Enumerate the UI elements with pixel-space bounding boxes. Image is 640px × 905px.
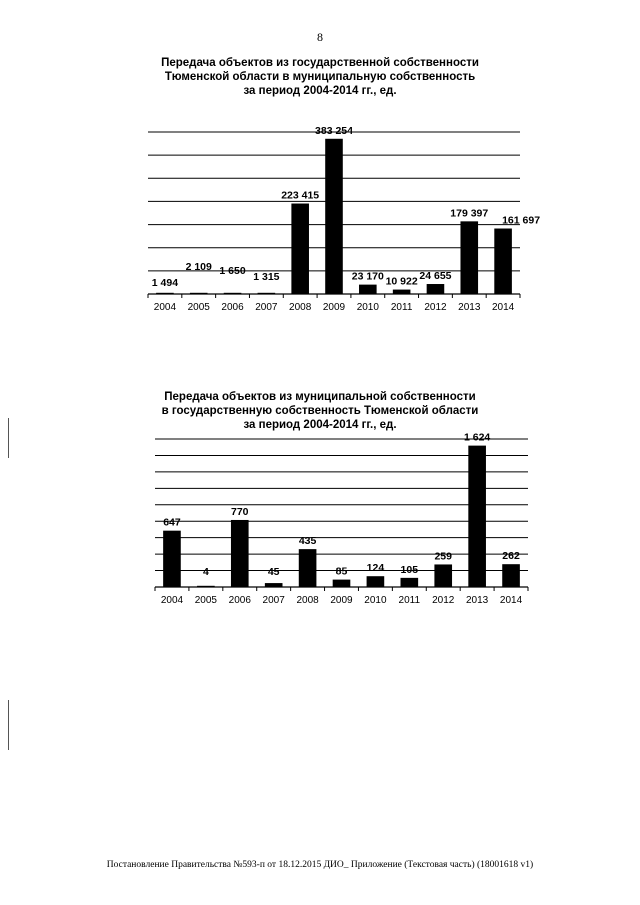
data-label-2013: 1 624 bbox=[463, 431, 491, 444]
bar-2013 bbox=[460, 221, 478, 294]
x-tick-label-2010: 2010 bbox=[356, 302, 379, 313]
bar-2004 bbox=[163, 531, 181, 587]
x-tick-label-2004: 2004 bbox=[153, 302, 177, 313]
data-label-2010: 124 bbox=[366, 562, 385, 575]
bar-2013 bbox=[468, 446, 486, 587]
bar-2012 bbox=[427, 284, 445, 294]
data-label-2007: 45 bbox=[267, 566, 280, 578]
chart-2-title-line-2: в государственную собственность Тюменской области bbox=[161, 405, 479, 417]
bar-2004 bbox=[156, 293, 174, 294]
data-label-2011: 105 bbox=[400, 563, 419, 576]
data-label-2008: 435 bbox=[298, 535, 317, 548]
chart-1-title-line-3: за период 2004-2014 гг., ед. bbox=[243, 85, 397, 97]
chart-2 bbox=[0, 425, 640, 625]
bar-2006 bbox=[224, 293, 242, 294]
data-label-2009: 383 254 bbox=[315, 124, 353, 137]
data-label-2012: 259 bbox=[434, 550, 452, 563]
x-tick-label-2007: 2007 bbox=[262, 595, 285, 606]
x-tick-label-2014: 2014 bbox=[499, 595, 523, 606]
page-number: 8 bbox=[317, 30, 323, 44]
x-tick-label-2010: 2010 bbox=[364, 595, 387, 606]
x-tick-label-2014: 2014 bbox=[491, 302, 515, 313]
bar-2007 bbox=[265, 583, 283, 587]
data-label-2009: 85 bbox=[335, 565, 348, 578]
x-tick-label-2008: 2008 bbox=[289, 302, 312, 313]
x-tick-label-2007: 2007 bbox=[255, 302, 278, 313]
x-tick-label-2013: 2013 bbox=[466, 595, 489, 606]
chart-1-title bbox=[0, 56, 640, 98]
bar-2008 bbox=[291, 204, 309, 294]
data-label-2011: 10 922 bbox=[385, 275, 418, 288]
data-label-2013: 179 397 bbox=[450, 207, 489, 220]
data-label-2010: 23 170 bbox=[351, 270, 384, 283]
x-tick-label-2005: 2005 bbox=[187, 302, 210, 313]
x-tick-label-2012: 2012 bbox=[432, 595, 455, 606]
bar-2014 bbox=[494, 229, 512, 294]
x-tick-label-2006: 2006 bbox=[228, 595, 251, 606]
data-label-2006: 1 650 bbox=[219, 265, 246, 277]
scan-mark bbox=[8, 418, 9, 458]
data-label-2007: 1 315 bbox=[253, 271, 280, 283]
footer-text: Постановление Правительства №593-п от 18.12.2015 ДИО_ Приложение (Текстовая часть) (18001618 v1) bbox=[106, 860, 534, 870]
data-label-2004: 647 bbox=[163, 516, 181, 529]
x-tick-label-2009: 2009 bbox=[322, 302, 346, 313]
bar-2014 bbox=[502, 564, 520, 587]
chart-1-title-line-1: Передача объектов из государственной собственности bbox=[161, 57, 479, 69]
x-tick-label-2012: 2012 bbox=[424, 302, 447, 313]
bar-2009 bbox=[333, 580, 351, 587]
data-label-2008: 223 415 bbox=[281, 189, 320, 202]
data-label-2014: 161 697 bbox=[502, 214, 541, 227]
bar-2011 bbox=[393, 290, 411, 294]
bar-2008 bbox=[299, 549, 317, 587]
data-label-2005: 2 109 bbox=[185, 261, 212, 273]
x-tick-label-2013: 2013 bbox=[458, 302, 481, 313]
x-tick-label-2006: 2006 bbox=[221, 302, 244, 313]
bar-2006 bbox=[231, 520, 249, 587]
chart-2-title-line-1: Передача объектов из муниципальной собственности bbox=[164, 391, 476, 403]
bar-2012 bbox=[434, 564, 452, 587]
x-tick-label-2011: 2011 bbox=[398, 595, 421, 606]
bar-2007 bbox=[258, 293, 276, 294]
bar-2009 bbox=[325, 139, 343, 294]
x-tick-label-2011: 2011 bbox=[390, 302, 413, 313]
chart-1 bbox=[0, 110, 640, 313]
bar-2011 bbox=[401, 578, 419, 587]
data-label-2005: 4 bbox=[202, 566, 209, 578]
data-label-2014: 262 bbox=[502, 550, 520, 563]
scan-mark bbox=[8, 700, 9, 750]
bar-2005 bbox=[197, 586, 215, 587]
chart-2-title-line-3: за период 2004-2014 гг., ед. bbox=[243, 419, 397, 431]
x-tick-label-2009: 2009 bbox=[330, 595, 353, 606]
x-tick-label-2005: 2005 bbox=[194, 595, 217, 606]
x-tick-label-2004: 2004 bbox=[160, 595, 184, 606]
data-label-2012: 24 655 bbox=[419, 270, 452, 283]
chart-1-title-line-2: Тюменской области в муниципальную собственность bbox=[164, 71, 476, 83]
bar-2010 bbox=[359, 285, 377, 294]
bar-2010 bbox=[367, 576, 385, 587]
data-label-2006: 770 bbox=[231, 505, 249, 518]
bar-2005 bbox=[190, 293, 208, 294]
x-tick-label-2008: 2008 bbox=[296, 595, 319, 606]
data-label-2004: 1 494 bbox=[151, 277, 179, 289]
